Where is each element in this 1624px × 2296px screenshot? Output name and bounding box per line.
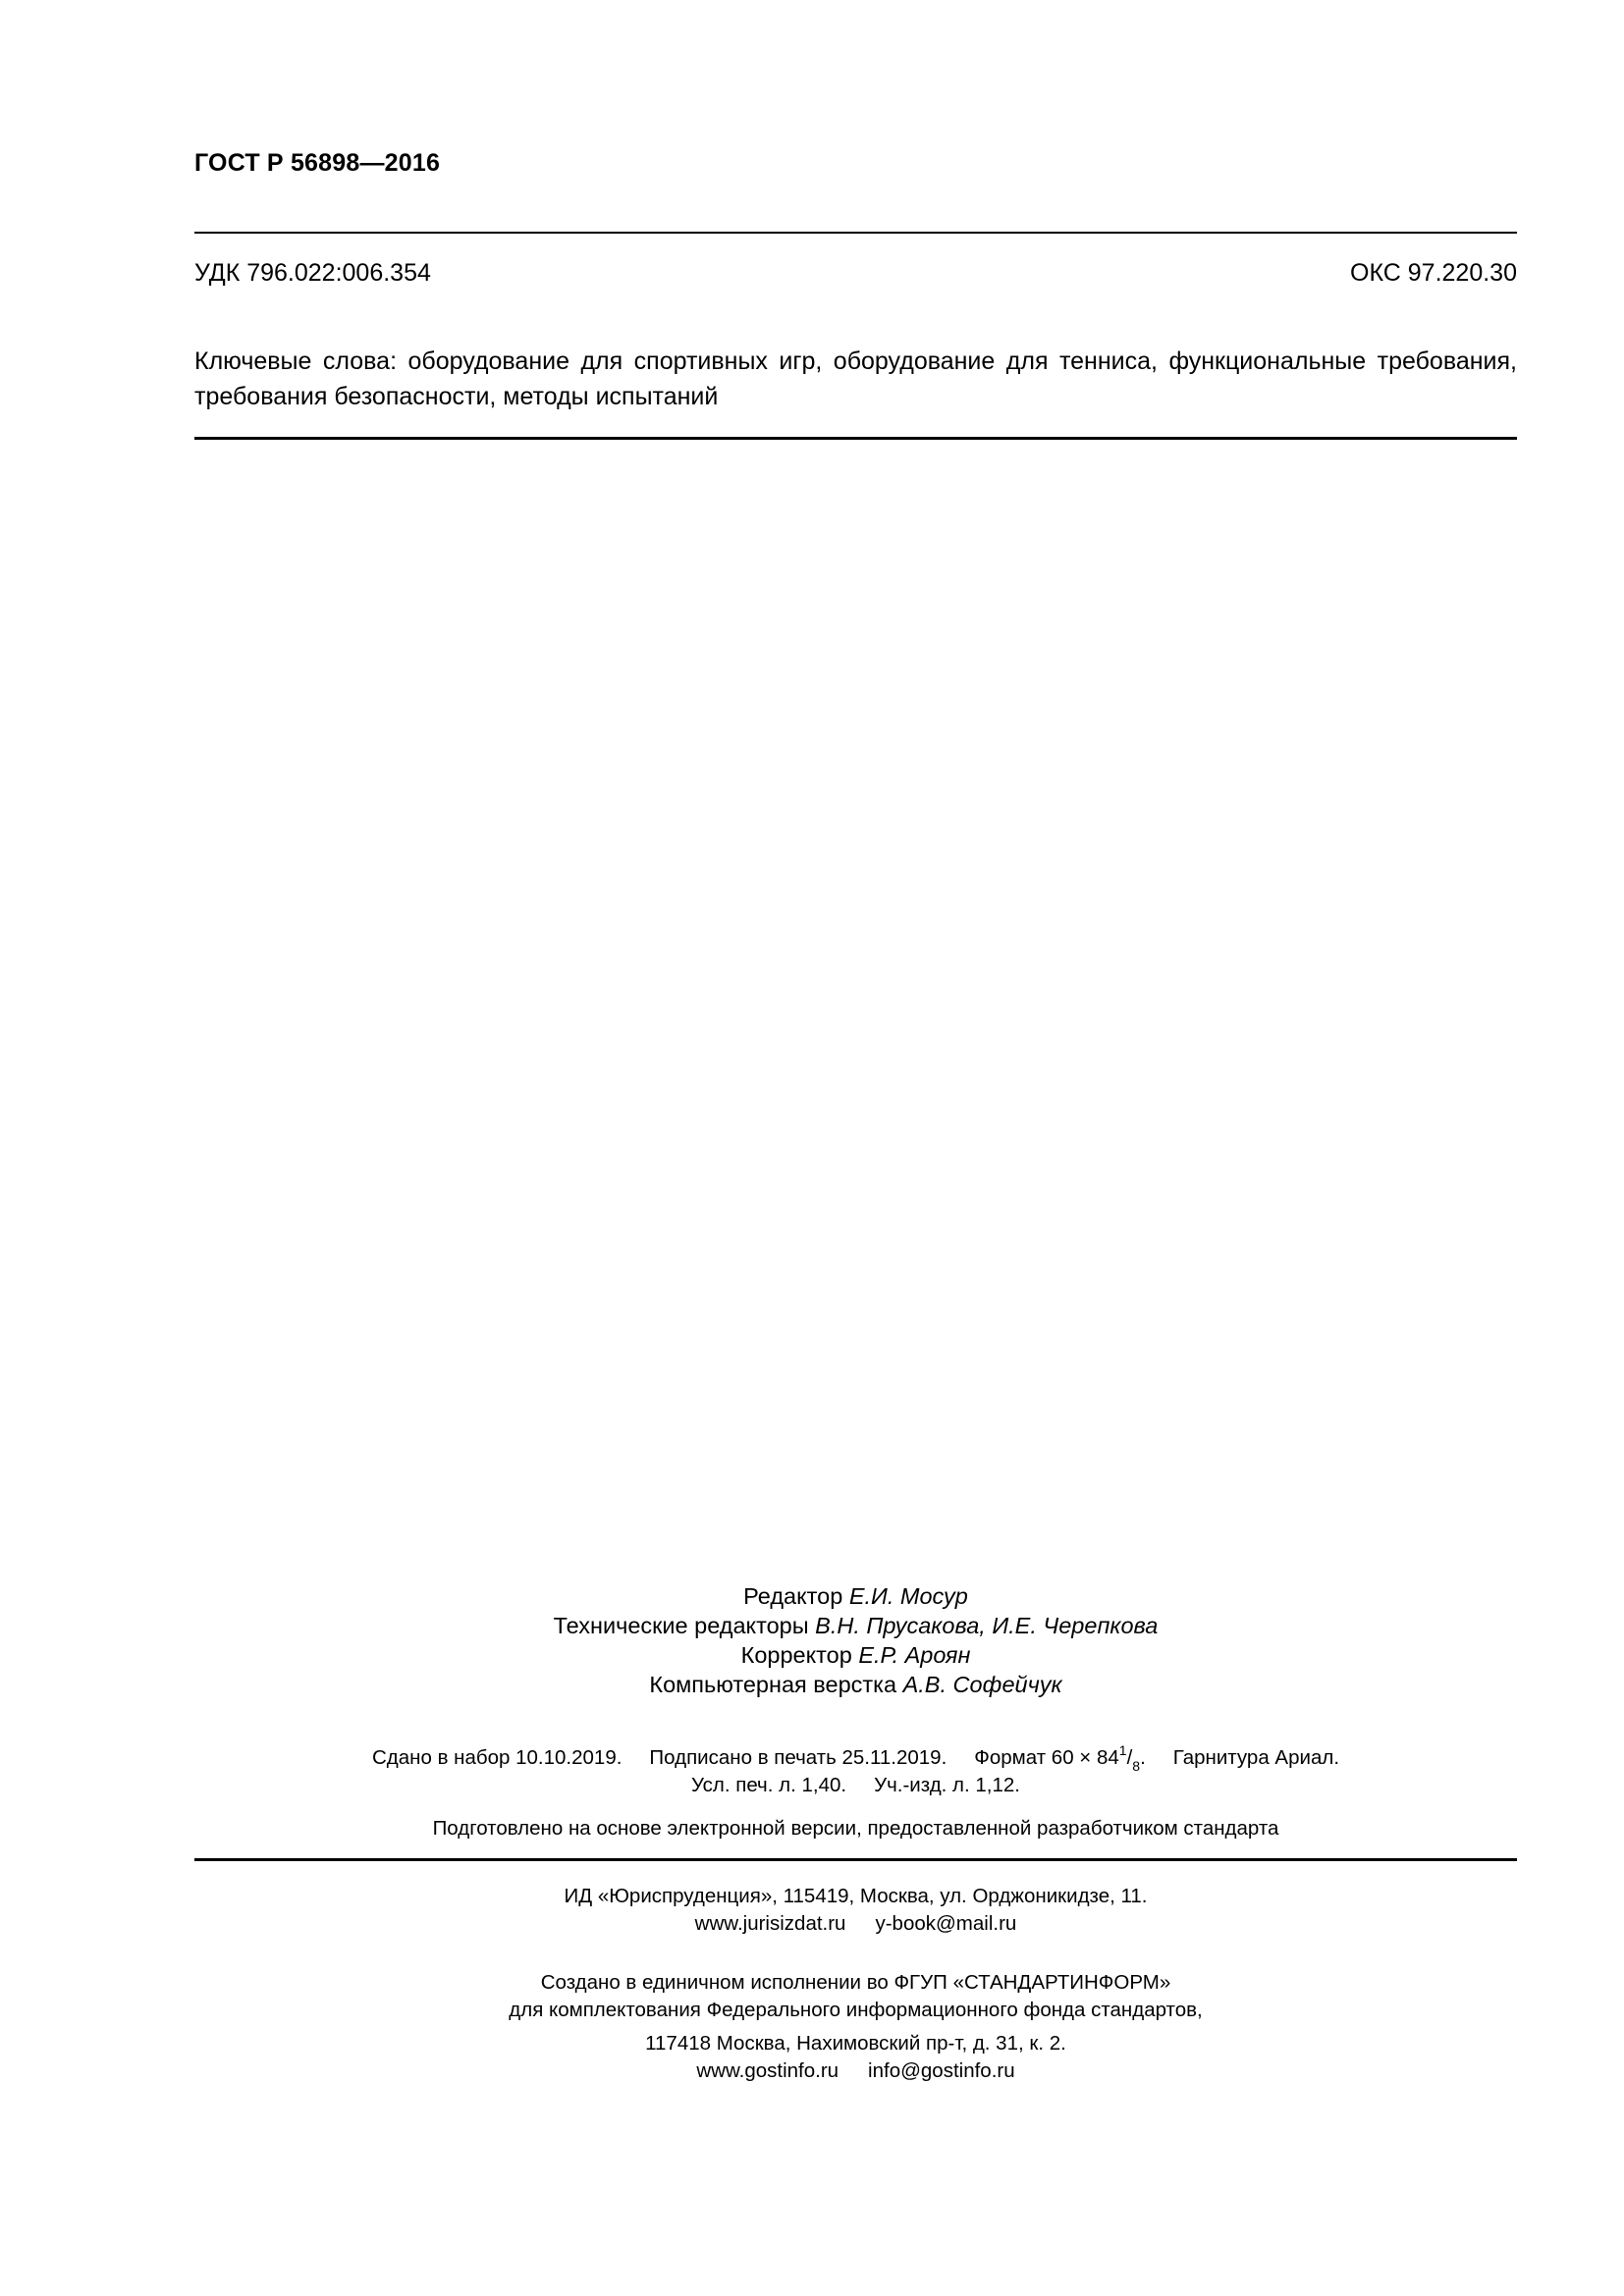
print-format: Формат $60 \times 84^1/_8$. xyxy=(974,1742,1146,1774)
signed-date: Подписано в печать 25.11.2019. xyxy=(649,1746,947,1769)
producer-email-link[interactable]: info@gostinfo.ru xyxy=(868,2059,1015,2082)
producer-website-link[interactable]: www.gostinfo.ru xyxy=(696,2059,839,2082)
publisher-address: ИД «Юриспруденция», 115419, Москва, ул. Орджоникидзе, 11. xyxy=(564,1885,1148,1907)
producer-block xyxy=(194,1969,1517,2085)
oks-code: ОКС 97.220.30 xyxy=(1350,259,1517,287)
udk-code: УДК 796.022:006.354 xyxy=(194,259,431,287)
credit-role: Технические редакторы xyxy=(553,1613,809,1638)
keywords-divider xyxy=(194,437,1517,440)
credit-role: Редактор xyxy=(743,1583,843,1609)
publisher-divider xyxy=(194,1858,1517,1861)
standard-id-header: ГОСТ Р 56898—2016 xyxy=(194,149,441,177)
typeface: Гарнитура Ариал. xyxy=(1172,1746,1340,1769)
publisher-email-link[interactable]: y-book@mail.ru xyxy=(875,1912,1017,1935)
credits-block xyxy=(194,1581,1517,1699)
submitted-date: Сдано в набор 10.10.2019. xyxy=(371,1746,623,1769)
publisher-website-link[interactable]: www.jurisizdat.ru xyxy=(694,1912,846,1935)
credit-role: Компьютерная верстка xyxy=(649,1672,897,1697)
print-info-line-2 xyxy=(194,1772,1517,1799)
keywords-paragraph: Ключевые слова: оборудование для спортивных игр, оборудование для тенниса, функциональные требования, требования безопасности, методы испытаний xyxy=(194,347,1517,410)
conventional-sheets: Усл. печ. л. 1,40. xyxy=(690,1774,847,1796)
credit-layout xyxy=(194,1670,1517,1699)
credit-name: А.В. Софейчук xyxy=(902,1672,1062,1697)
credit-name: Е.И. Мосур xyxy=(848,1583,968,1609)
print-info-line-1 xyxy=(194,1744,1517,1772)
publisher-contacts xyxy=(194,1910,1517,1938)
credit-role: Корректор xyxy=(740,1642,852,1668)
credit-name: Е.Р. Ароян xyxy=(858,1642,971,1668)
prepared-note: Подготовлено на основе электронной версии, предоставленной разработчиком стандарта xyxy=(432,1817,1279,1840)
credit-tech-editors xyxy=(194,1611,1517,1640)
producer-line-2: для комплектования Федерального информационного фонда стандартов, xyxy=(509,1999,1203,2021)
publisher-block xyxy=(194,1883,1517,1938)
classification-row xyxy=(194,259,1517,288)
credit-name: В.Н. Прусакова, И.Е. Черепкова xyxy=(815,1613,1159,1638)
publishing-sheets: Уч.-изд. л. 1,12. xyxy=(874,1774,1021,1796)
print-info-block xyxy=(194,1744,1517,1799)
credit-proofreader xyxy=(194,1640,1517,1670)
producer-contacts xyxy=(194,2057,1517,2085)
producer-address: 117418 Москва, Нахимовский пр-т, д. 31, к. 2. xyxy=(645,2032,1066,2055)
top-divider xyxy=(194,232,1517,234)
credit-editor xyxy=(194,1581,1517,1611)
producer-line-1: Создано в единичном исполнении во ФГУП «СТАНДАРТИНФОРМ» xyxy=(540,1971,1171,1994)
